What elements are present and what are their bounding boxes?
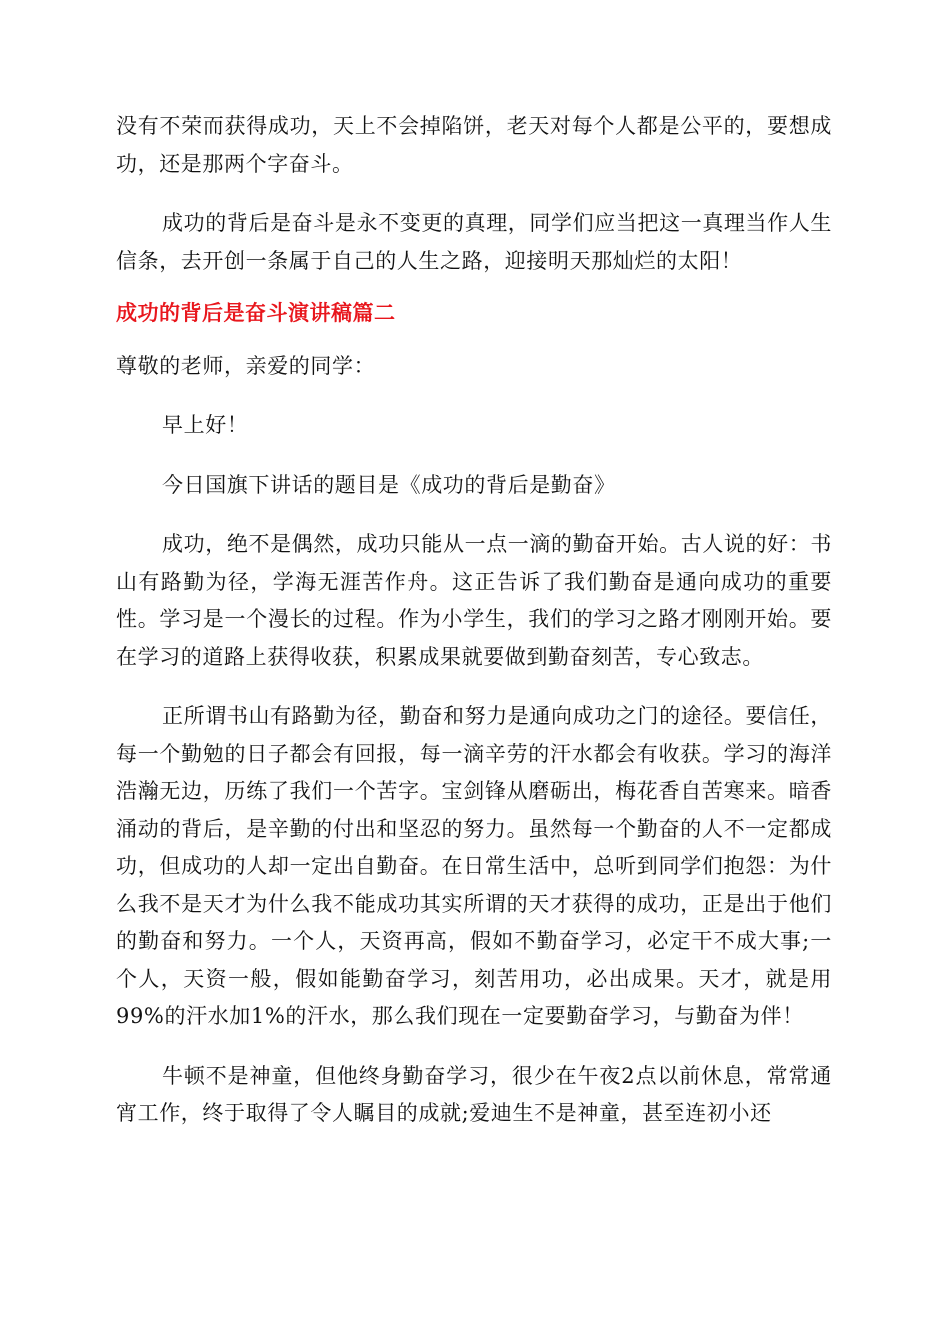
paragraph: 没有不荣而获得成功，天上不会掉陷饼，老天对每个人都是公平的，要想成功，还是那两个字奋斗。 (116, 114, 832, 176)
paragraph: 正所谓书山有路勤为径，勤奋和努力是通向成功之门的途径。要信任，每一个勤勉的日子都会有回报，每一滴辛劳的汗水都会有收获。学习的海洋浩瀚无边，历练了我们一个苦字。宝剑锋从磨砺出，梅花香自苦寒来。暗香涌动的背后，是辛勤的付出和坚忍的努力。虽然每一个勤奋的人不一定都成功，但成功的人却一定出自勤奋。在日常生活中，总听到同学们抱怨：为什么我不是天才为什么我不能成功其实所谓的天才获得的成功，正是出于他们的勤奋和努力。一个人，天资再高，假如不勤奋学习，必定干不成大事;一个人，天资一般，假如能勤奋学习，刻苦用功，必出成果。天才，就是用99%的汗水加1%的汗水，那么我们现在一定要勤奋学习，与勤奋为伴！ (116, 704, 832, 1028)
paragraph: 成功，绝不是偶然，成功只能从一点一滴的勤奋开始。古人说的好：书山有路勤为径，学海无涯苦作舟。这正告诉了我们勤奋是通向成功的重要性。学习是一个漫长的过程。作为小学生，我们的学习之路才刚刚开始。要在学习的道路上获得收获，积累成果就要做到勤奋刻苦，专心致志。 (116, 532, 832, 669)
salutation: 尊敬的老师，亲爱的同学： (116, 353, 376, 378)
section-heading: 成功的背后是奋斗演讲稿篇二 (116, 301, 396, 325)
paragraph: 成功的背后是奋斗是永不变更的真理，同学们应当把这一真理当作人生信条，去开创一条属于自己的人生之路，迎接明天那灿烂的太阳！ (116, 211, 832, 273)
paragraph: 牛顿不是神童，但他终身勤奋学习，很少在午夜2点以前休息，常常通宵工作，终于取得了令人瞩目的成就;爱迪生不是神童，甚至连初小还 (116, 1063, 832, 1125)
speech-topic: 今日国旗下讲话的题目是《成功的背后是勤奋》 (162, 472, 616, 497)
document-page (116, 108, 832, 1133)
greeting: 早上好！ (162, 413, 249, 437)
